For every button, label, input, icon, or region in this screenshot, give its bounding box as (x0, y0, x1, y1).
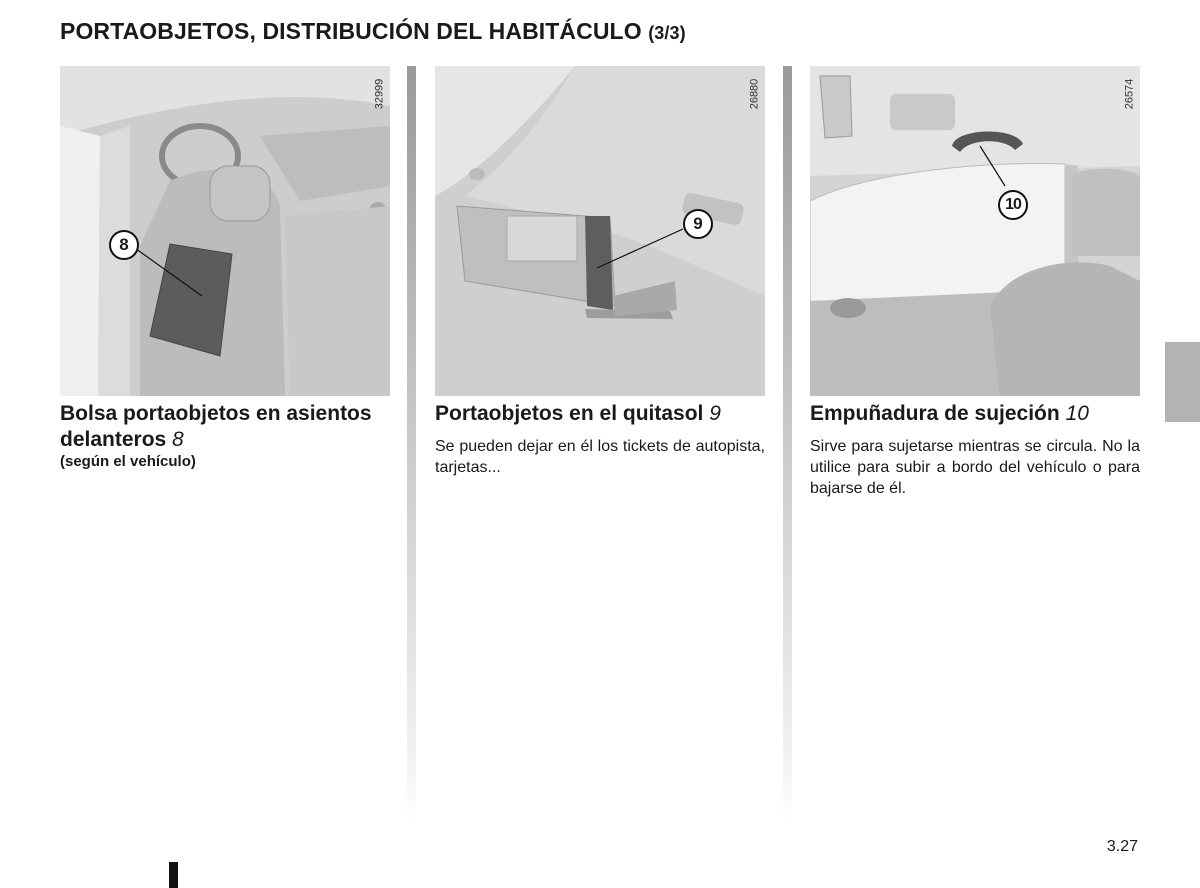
chapter-tab (1165, 342, 1200, 422)
reference-number: 10 (1065, 402, 1089, 425)
reference-number: 9 (709, 402, 721, 425)
callout-9: 9 (683, 209, 713, 239)
page-number: 3.27 (1106, 838, 1138, 855)
reference-number: 8 (172, 428, 184, 451)
figure-code: 26880 (748, 78, 761, 110)
callout-8: 8 (109, 230, 139, 260)
figure-sun-visor (435, 66, 765, 396)
crop-mark (169, 862, 178, 888)
section-title-grab-handle: Empuñadura de sujeción 10 (810, 402, 1089, 425)
figure-grab-handle (810, 66, 1140, 396)
section-body-sun-visor: Se pueden dejar en él los tickets de autopista, tarjetas... (435, 438, 765, 476)
callout-10: 10 (998, 190, 1028, 220)
column-separator (407, 66, 416, 826)
column-separator (783, 66, 792, 826)
figure-code: 32999 (373, 78, 386, 110)
section-note: (según el vehículo) (60, 453, 196, 470)
section-title-seat-pocket: Bolsa portaobjetos en asientos delanteros 8 (60, 402, 372, 451)
section-title-sun-visor: Portaobjetos en el quitasol 9 (435, 402, 721, 425)
page-title: PORTAOBJETOS, DISTRIBUCIÓN DEL HABITÁCULO (3/3) (60, 18, 686, 44)
figure-code: 26574 (1123, 78, 1136, 110)
section-body-grab-handle: Sirve para sujetarse mientras se circula. No la utilice para subir a bordo del vehículo o para bajarse de él. (810, 438, 1140, 497)
page-title-suffix: (3/3) (648, 23, 686, 43)
figure-seat-pocket (60, 66, 390, 396)
